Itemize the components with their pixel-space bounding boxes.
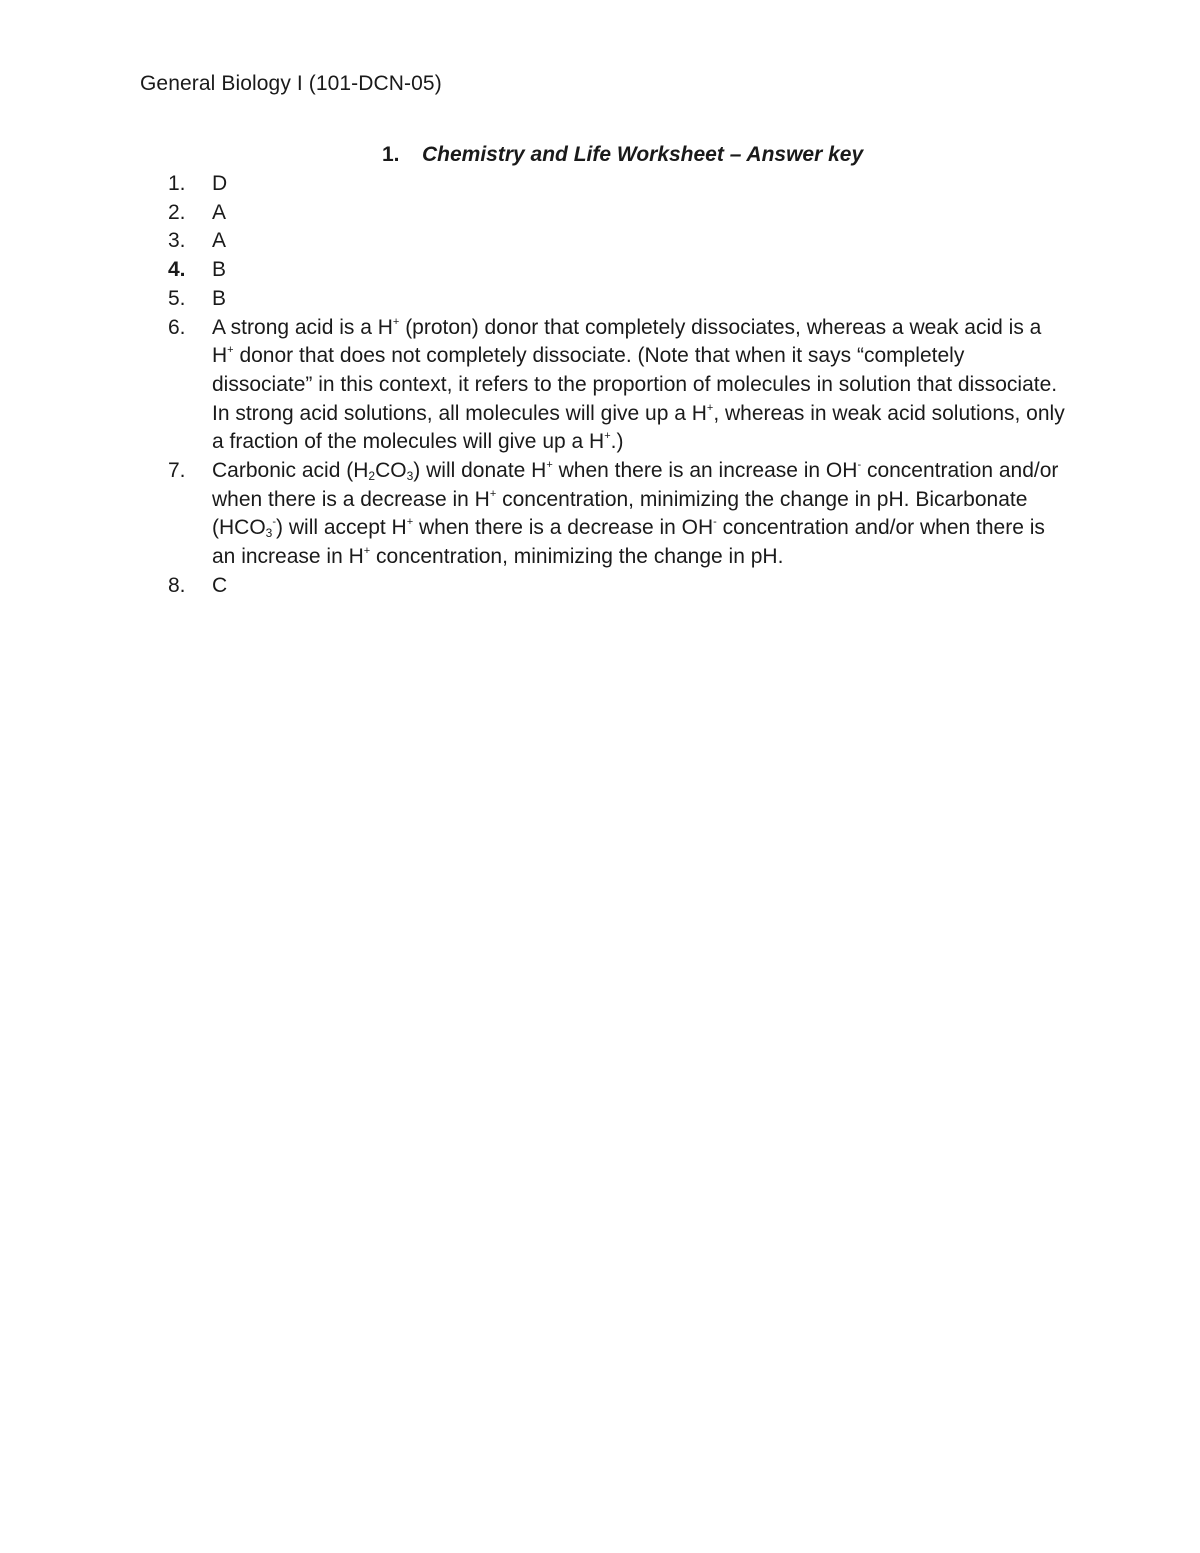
- answer-item: [168, 227, 1068, 256]
- answer-item: [168, 572, 1068, 601]
- answer-text: C: [212, 573, 228, 597]
- answer-text: A: [212, 200, 227, 224]
- worksheet-title: [382, 143, 863, 167]
- answer-number: 1.: [168, 172, 186, 195]
- answer-text: B: [212, 258, 227, 282]
- answer-number: 6.: [168, 315, 186, 339]
- answer-number: 8.: [168, 573, 186, 597]
- answer-text: D: [212, 172, 228, 195]
- title-number: 1.: [382, 143, 400, 166]
- answer-number: 4.: [168, 258, 186, 282]
- course-header: General Biology I (101-DCN-05): [140, 72, 442, 95]
- answer-item: [168, 285, 1068, 314]
- answer-number: 7.: [168, 459, 186, 483]
- answer-item: [168, 457, 1068, 572]
- answer-list: [168, 170, 1068, 601]
- answer-paragraph: A strong acid is a H+ (proton) donor that completely dissociates, whereas a weak acid is a H+ donor that does not completely dissociate. (Note that when it says “completely dissociate” in this context, it refers to the proportion of molecules in solution that dissociate. In strong acid solutions, all molecules will give up a H+, whereas in weak acid solutions, only a fraction of the molecules will give up a H+.): [212, 315, 1065, 454]
- answer-item: [168, 199, 1068, 228]
- answer-item: [168, 314, 1068, 458]
- answer-text: A: [212, 229, 227, 253]
- answer-number: 2.: [168, 200, 186, 224]
- answer-item: [168, 170, 1068, 199]
- answer-paragraph: Carbonic acid $(H_2CO_3)$ will donate H+ when there is an increase in OH- concentration and/or when there is a decrease in H+ concentration, minimizing the change in pH. Bicarbonate $(HCO_3^-)$ will accept H+ when there is a decrease in OH- concentration and/or when there is an increase in H+ concentration, minimizing the change in pH.: [212, 459, 1059, 569]
- title-text: Chemistry and Life Worksheet – Answer key: [422, 143, 864, 166]
- answer-item: [168, 256, 1068, 285]
- answer-text: B: [212, 286, 227, 310]
- answer-number: 3.: [168, 229, 186, 253]
- answer-number: 5.: [168, 286, 186, 310]
